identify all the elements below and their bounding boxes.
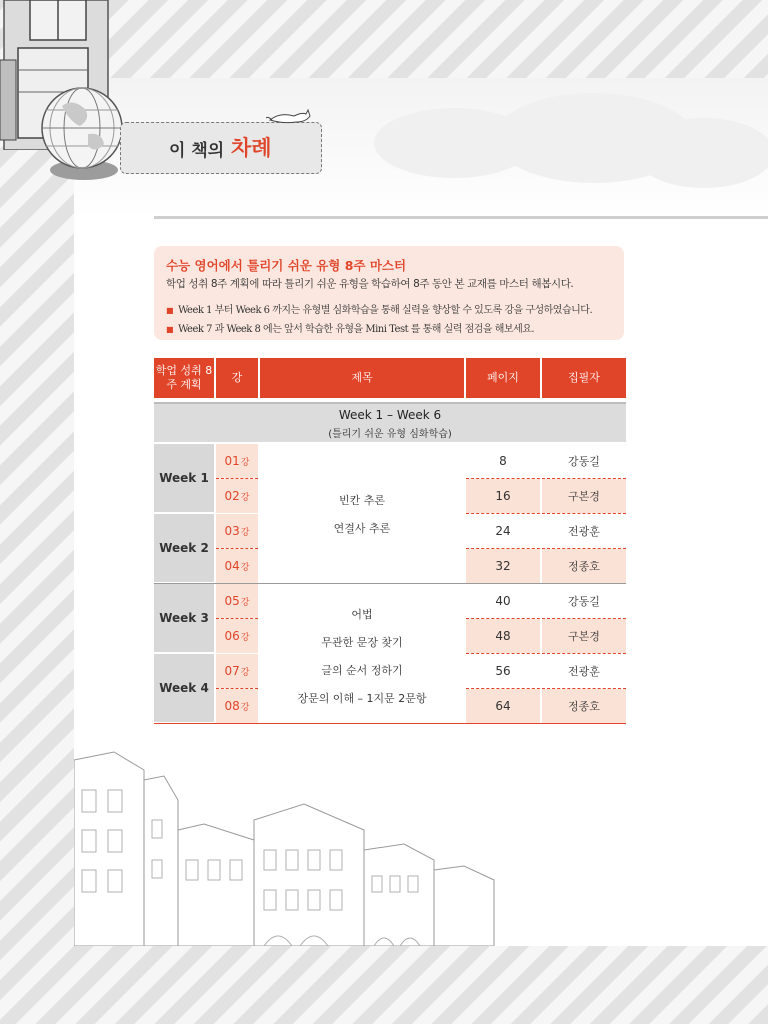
header-page: 페이지	[466, 358, 540, 398]
header-plan: 학업 성취 8주 계획	[154, 358, 214, 398]
page-number: 8	[466, 444, 540, 478]
lecture-num: 03	[224, 524, 240, 538]
row-divider	[466, 478, 626, 479]
topic-title: 글의 순서 정하기	[321, 664, 403, 677]
lecture-number	[216, 619, 258, 653]
topic-title: 무관한 문장 찾기	[321, 636, 403, 649]
lecture-suffix: 강	[240, 667, 250, 678]
bullet-square-icon: ■	[166, 306, 174, 315]
page-number: 32	[466, 549, 540, 583]
week-label: Week 2	[154, 514, 214, 582]
header-lecture: 강	[216, 358, 258, 398]
week-range: Week 1 – Week 6	[338, 408, 442, 422]
page-number: 56	[466, 654, 540, 688]
page-number: 64	[466, 689, 540, 723]
row-divider	[216, 618, 258, 619]
bullet-square-icon: ■	[166, 325, 174, 334]
lecture-number	[216, 514, 258, 548]
intro-bullet-text: Week 7 과 Week 8 에는 앞서 학습한 유형을 Mini Test 를 통해 실력 점검을 해보세요.	[178, 324, 535, 335]
page-number: 16	[466, 479, 540, 513]
lecture-num: 08	[224, 699, 240, 713]
page-title-part2: 차례	[231, 136, 272, 160]
lecture-suffix: 강	[240, 632, 250, 643]
lecture-num: 01	[224, 454, 240, 468]
author-name: 정종호	[542, 689, 626, 723]
topic-cell	[260, 584, 464, 722]
page-title-banner	[120, 122, 322, 174]
header-rule	[154, 216, 768, 219]
lecture-suffix: 강	[240, 527, 250, 538]
header-title: 제목	[260, 358, 464, 398]
cat-illustration	[266, 106, 312, 126]
author-name: 정종호	[542, 549, 626, 583]
lecture-number	[216, 584, 258, 618]
intro-bullet-text: Week 1 부터 Week 6 까지는 유형별 심화학습을 통해 실력을 향상할 수 있도록 강을 구성하였습니다.	[178, 305, 593, 316]
author-name: 전광훈	[542, 514, 626, 548]
group-divider	[154, 583, 626, 584]
author-name: 구본경	[542, 479, 626, 513]
row-divider	[466, 548, 626, 549]
intro-bullet	[166, 320, 534, 335]
town-illustration	[74, 740, 514, 946]
lecture-suffix: 강	[240, 597, 250, 608]
topic-title: 어법	[351, 608, 373, 621]
table-bottom-rule	[154, 723, 626, 724]
lecture-num: 02	[224, 489, 240, 503]
intro-subtitle: 학업 성취 8주 계획에 따라 틀리기 쉬운 유형을 학습하여 8주 동안 본 교재를 마스터 해봅시다.	[166, 278, 574, 290]
intro-title: 수능 영어에서 틀리기 쉬운 유형 8주 마스터	[166, 258, 407, 273]
lecture-suffix: 강	[240, 457, 250, 468]
author-name: 강동길	[542, 584, 626, 618]
lecture-number	[216, 479, 258, 513]
week-label: Week 3	[154, 584, 214, 652]
week-range-desc: (틀리기 쉬운 유형 심화학습)	[328, 429, 452, 440]
lecture-number	[216, 549, 258, 583]
lecture-suffix: 강	[240, 492, 250, 503]
header-author: 집필자	[542, 358, 626, 398]
topic-cell	[260, 444, 464, 582]
lecture-number	[216, 444, 258, 478]
lecture-suffix: 강	[240, 562, 250, 573]
topic-title: 연결사 추론	[333, 522, 391, 535]
lecture-number	[216, 689, 258, 723]
row-divider	[216, 688, 258, 689]
row-divider	[466, 653, 626, 654]
row-divider	[466, 513, 626, 514]
intro-bullet	[166, 301, 592, 316]
author-name: 전광훈	[542, 654, 626, 688]
lecture-number	[216, 654, 258, 688]
week-range-band	[154, 402, 626, 442]
lecture-num: 06	[224, 629, 240, 643]
topic-title: 장문의 이해 – 1지문 2문항	[297, 692, 427, 705]
author-name: 강동길	[542, 444, 626, 478]
author-name: 구본경	[542, 619, 626, 653]
row-divider	[216, 548, 258, 549]
row-divider	[466, 688, 626, 689]
topic-title: 빈칸 추론	[338, 494, 385, 507]
row-divider	[216, 478, 258, 479]
lecture-num: 04	[224, 559, 240, 573]
intro-box	[154, 246, 624, 340]
page-title-part1: 이 책의	[169, 141, 225, 161]
row-divider	[466, 618, 626, 619]
lecture-num: 05	[224, 594, 240, 608]
week-label: Week 1	[154, 444, 214, 512]
page-number: 40	[466, 584, 540, 618]
page-number: 24	[466, 514, 540, 548]
page-number: 48	[466, 619, 540, 653]
lecture-suffix: 강	[240, 702, 250, 713]
lecture-num: 07	[224, 664, 240, 678]
week-label: Week 4	[154, 654, 214, 722]
